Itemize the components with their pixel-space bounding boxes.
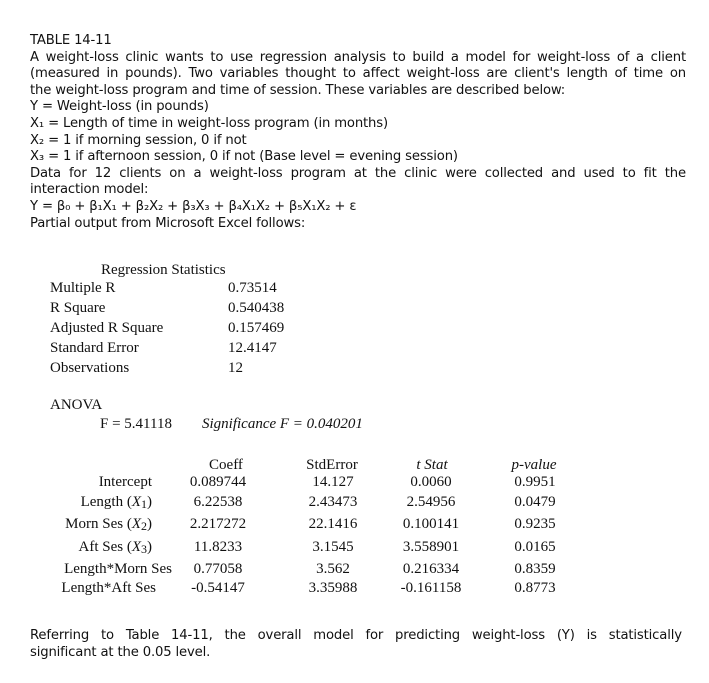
question-line-1 (30, 628, 682, 645)
word: to (100, 628, 114, 643)
word: and (551, 165, 576, 181)
word: weight-loss (406, 66, 480, 82)
word: at (353, 165, 367, 181)
word: clinic (404, 165, 438, 181)
word: 12 (94, 165, 112, 181)
cell-coeff: 0.77058 (193, 561, 243, 577)
regression-equation: Y = β₀ + β₁X₁ + β₂X₂ + β₃X₃ + β₄X₁X₂ + β₅X₁X₂ + ε (30, 198, 357, 214)
problem-line-3: the weight-loss program and time of session. These variables are described below: (30, 82, 566, 98)
word: 14-11, (171, 628, 213, 643)
word: analysis (333, 49, 386, 65)
word: (Y) (556, 628, 575, 643)
cell-stderr: 3.1545 (312, 539, 354, 555)
variable-y: Y = Weight-loss (in pounds) (30, 99, 209, 115)
word: use (230, 49, 254, 65)
cell-coeff: 11.8233 (193, 539, 243, 555)
word: program (290, 165, 346, 181)
word: client (650, 49, 686, 65)
word: thought (285, 66, 337, 82)
word: for (68, 165, 87, 181)
cell-pvalue: 0.9951 (514, 474, 556, 490)
word: in (106, 66, 119, 82)
cell-stderr: 3.35988 (308, 580, 358, 596)
word: to (622, 165, 636, 181)
row-label-morn-ses: Morn Ses (X2) (65, 516, 152, 533)
word: weight-loss (209, 165, 283, 181)
word: on (169, 165, 186, 181)
word: weight-loss (471, 628, 545, 643)
question-line-2: significant at the 0.05 level. (30, 644, 211, 660)
cell-pvalue: 0.9235 (514, 516, 556, 532)
cell-tstat: 0.100141 (402, 516, 460, 532)
word: are (486, 66, 508, 82)
stat-value-standard-error: 12.4147 (228, 340, 277, 356)
word: collected (484, 165, 544, 181)
stat-value-observations: 12 (228, 360, 243, 376)
cell-stderr: 3.562 (316, 561, 350, 577)
anova-heading: ANOVA (50, 397, 103, 413)
cell-coeff: 6.22538 (193, 494, 243, 510)
regression-statistics-heading: Regression Statistics (101, 262, 226, 278)
cell-coeff: 0.089744 (189, 474, 247, 490)
variable-x2: X₂ = 1 if morning session, 0 if not (30, 132, 247, 148)
word: of (616, 49, 630, 65)
word: Two (188, 66, 213, 82)
word: regression (259, 49, 327, 65)
col-header-p-value: p-value (511, 457, 557, 473)
word: predicting (395, 628, 461, 643)
word: a (635, 49, 644, 65)
word: to (210, 49, 224, 65)
cell-pvalue: 0.0165 (514, 539, 556, 555)
stat-value-r-square: 0.540438 (228, 300, 285, 316)
word: A (30, 49, 39, 65)
row-label-length-morn-ses: Length*Morn Ses (64, 561, 172, 577)
word: a (193, 165, 202, 181)
word: a (450, 49, 459, 65)
word: clinic (125, 49, 159, 65)
stat-label-observations: Observations (50, 360, 130, 376)
cell-stderr: 22.1416 (308, 516, 358, 532)
word: Table (125, 628, 160, 643)
word: pounds). (125, 66, 182, 82)
cell-tstat: 0.216334 (402, 561, 460, 577)
col-header-stderror: StdError (306, 457, 358, 473)
word: fit (643, 165, 657, 181)
variable-x1: X₁ = Length of time in weight-loss program (in months) (30, 115, 388, 131)
word: is (586, 628, 597, 643)
cell-coeff: 2.217272 (189, 516, 247, 532)
cell-tstat: 0.0060 (410, 474, 452, 490)
word: (measured (30, 66, 100, 82)
cell-tstat: -0.161158 (400, 580, 462, 596)
word: affect (362, 66, 400, 82)
word: client's (514, 66, 560, 82)
word: the (664, 165, 686, 181)
variable-x3: X₃ = 1 if afternoon session, 0 if not (Base level = evening session) (30, 149, 458, 165)
word: model (465, 49, 506, 65)
model-line: interaction model: (30, 182, 149, 198)
row-label-length-aft-ses: Length*Aft Ses (61, 580, 156, 596)
word: Referring (30, 628, 90, 643)
question-statement (30, 628, 690, 661)
word: clients (119, 165, 162, 181)
word: used (583, 165, 615, 181)
table-title: TABLE 14-11 (30, 33, 112, 48)
col-header-t-stat: t Stat (416, 457, 448, 473)
stat-value-multiple-r: 0.73514 (228, 280, 277, 296)
stat-label-adjusted-r-square: Adjusted R Square (50, 320, 164, 336)
row-label-intercept: Intercept (98, 474, 152, 490)
word: weight-loss (45, 49, 119, 65)
cell-stderr: 14.127 (312, 474, 354, 490)
stat-value-adjusted-r-square: 0.157469 (228, 320, 285, 336)
stat-label-standard-error: Standard Error (50, 340, 139, 356)
word: variables (219, 66, 279, 82)
word: to (342, 66, 356, 82)
stat-label-r-square: R Square (50, 300, 106, 316)
word: were (445, 165, 477, 181)
partial-output-line: Partial output from Microsoft Excel follows: (30, 215, 306, 231)
cell-pvalue: 0.0479 (514, 494, 556, 510)
word: statistically (608, 628, 682, 643)
cell-pvalue: 0.8773 (514, 580, 556, 596)
word: model (313, 628, 354, 643)
word: for (365, 628, 384, 643)
word: wants (165, 49, 204, 65)
cell-coeff: -0.54147 (191, 580, 245, 596)
col-header-coeff: Coeff (209, 457, 243, 473)
word: of (614, 66, 627, 82)
word: length (566, 66, 608, 82)
cell-stderr: 2.43473 (308, 494, 358, 510)
word: build (412, 49, 445, 65)
cell-pvalue: 0.8359 (514, 561, 556, 577)
word: on (669, 66, 686, 82)
anova-f-stat: F = 5.41118 (100, 416, 172, 432)
stat-label-multiple-r: Multiple R (50, 280, 116, 296)
cell-tstat: 2.54956 (406, 494, 456, 510)
word: overall (257, 628, 302, 643)
anova-significance-f: Significance F = 0.040201 (202, 416, 363, 432)
row-label-aft-ses: Aft Ses (X3) (78, 539, 152, 556)
word: time (633, 66, 663, 82)
word: the (374, 165, 397, 181)
cell-tstat: 3.558901 (402, 539, 460, 555)
word: for (512, 49, 531, 65)
word: weight-loss (537, 49, 611, 65)
word: to (392, 49, 406, 65)
word: Data (30, 165, 61, 181)
row-label-length: Length (X1) (80, 494, 152, 511)
word: the (224, 628, 246, 643)
